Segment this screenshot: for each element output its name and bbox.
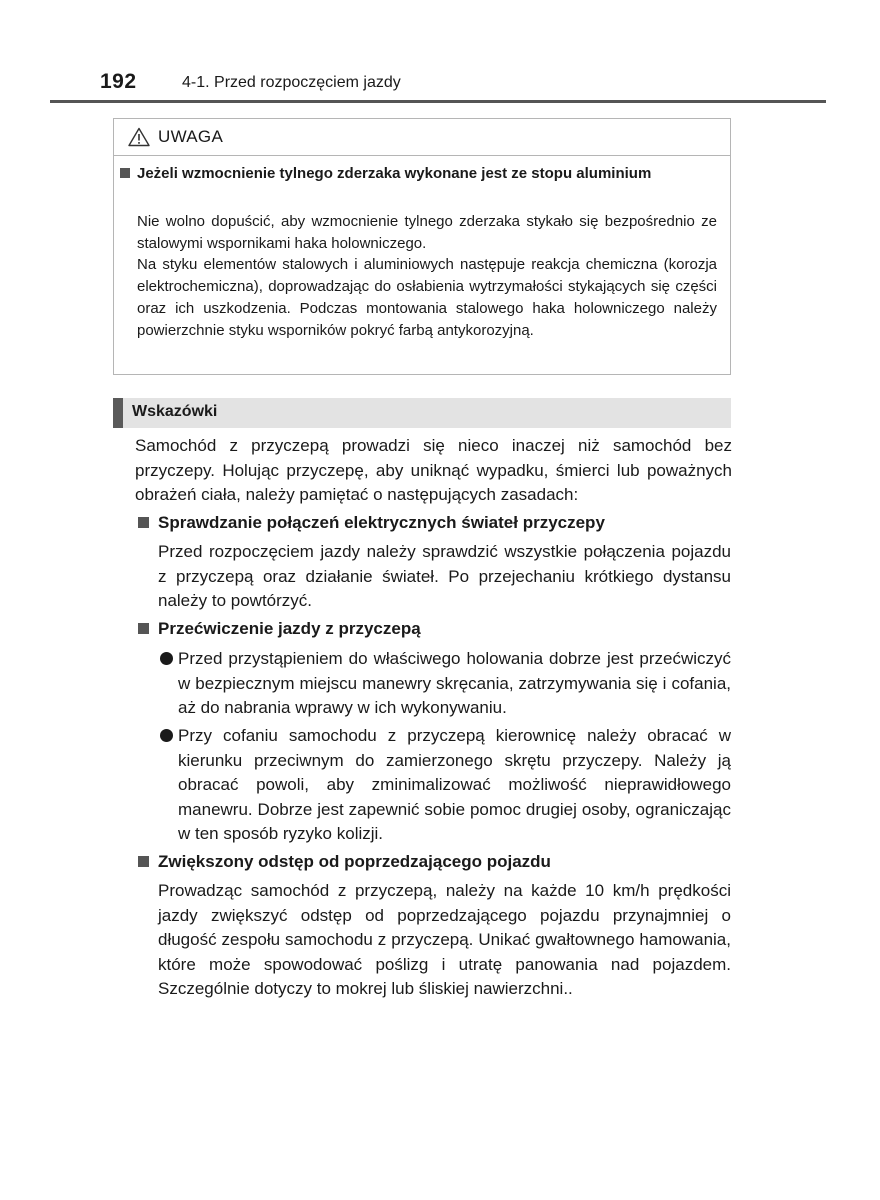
section-heading: Zwiększony odstęp od poprzedzającego pojazdu <box>158 852 551 871</box>
warning-body <box>137 211 717 341</box>
section-text: Przed rozpoczęciem jazdy należy sprawdzić wszystkie połączenia pojazdu z przyczepą oraz działanie świateł. Po przejechaniu krótkiego dystansu należy to powtórzyć. <box>158 542 731 610</box>
chapter-title: 4-1. Przed rozpoczęciem jazdy <box>182 74 401 91</box>
section-heading: Przećwiczenie jazdy z przyczepą <box>158 619 421 638</box>
bullet-dot-icon <box>160 729 173 742</box>
warning-title: UWAGA <box>158 127 224 146</box>
list-item: Przed przystąpieniem do właściwego holowania dobrze jest przećwiczyć w bezpiecznym miejscu manewry skręcania, zatrzymywania się i cofania, aż do nabrania wprawy w ich wykonywaniu. <box>178 649 731 717</box>
square-bullet-icon <box>138 517 149 528</box>
section-text: Prowadząc samochód z przyczepą, należy na każde 10 km/h prędkości jazdy zwiększyć odstęp od poprzedzającego pojazdu przynajmniej o długość zespołu samochodu z przyczepą. Unikać gwałtownego hamowania, które może spowodować poślizg i utratę panowania nad pojazdem. Szczególnie dotyczy to mokrej lub śliskiej nawierzchni.. <box>158 881 731 998</box>
square-bullet-icon <box>138 856 149 867</box>
square-bullet-icon <box>120 168 130 178</box>
page-header <box>0 0 880 104</box>
tips-accent <box>113 398 123 428</box>
warning-heading: Jeżeli wzmocnienie tylnego zderzaka wykonane jest ze stopu aluminium <box>137 165 652 182</box>
warning-paragraph: Na styku elementów stalowych i aluminiowych następuje reakcja chemiczna (korozja elektrochemiczna), doprowadzając do osłabienia wytrzymałości stykających się części oraz ich uszkodzenia. Podczas montowania stalowego haka holowniczego należy powierzchnie styku wsporników pokryć farbą antykorozyjną. <box>137 256 717 339</box>
header-divider <box>50 100 826 103</box>
list-item: Przy cofaniu samochodu z przyczepą kierownicę należy obracać w kierunku przeciwnym do zamierzonego skrętu przyczepy. Należy ją obracać powoli, aby zminimalizować możliwość nieprawidłowego manewru. Dobrze jest zapewnić sobie pomoc drugiej osoby, ograniczając w ten sposób ryzyko kolizji. <box>178 726 731 843</box>
warning-box <box>113 118 731 375</box>
bullet-dot-icon <box>160 652 173 665</box>
warning-paragraph: Nie wolno dopuścić, aby wzmocnienie tylnego zderzaka stykało się bezpośrednio ze stalowymi wspornikami haka holowniczego. <box>137 213 717 252</box>
warning-header <box>114 119 730 156</box>
warning-triangle-icon <box>128 127 150 147</box>
tips-title: Wskazówki <box>132 403 218 420</box>
tips-header-bar <box>113 398 731 428</box>
tips-intro: Samochód z przyczepą prowadzi się nieco inaczej niż samochód bez przyczepy. Holując przyczepę, aby uniknąć wypadku, śmierci lub poważnych obrażeń ciała, należy pamiętać o następujących zasadach: <box>135 436 732 504</box>
square-bullet-icon <box>138 623 149 634</box>
section-heading: Sprawdzanie połączeń elektrycznych świateł przyczepy <box>158 513 605 532</box>
page-number: 192 <box>100 70 137 93</box>
